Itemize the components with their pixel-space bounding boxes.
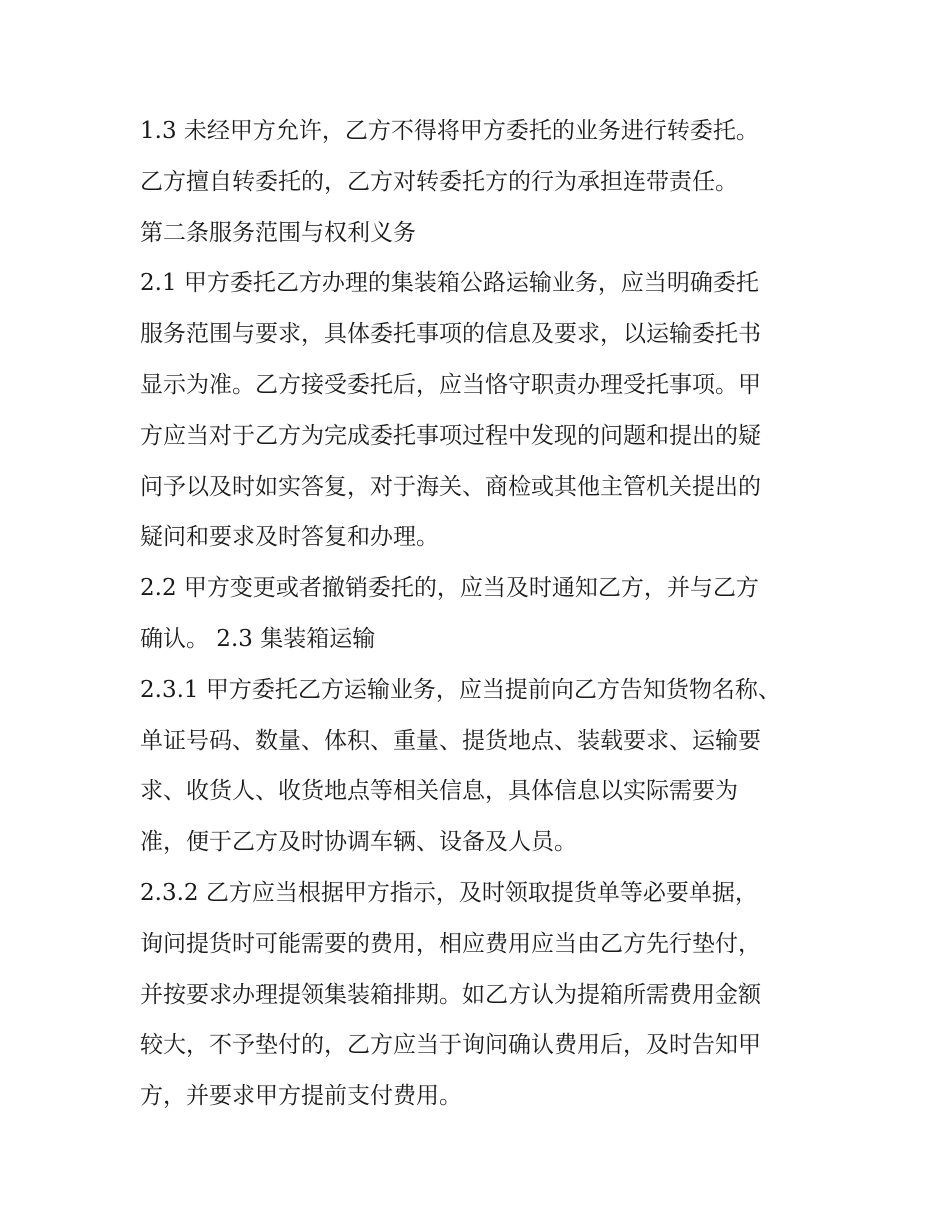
text-line: 疑问和要求及时答复和办理。 xyxy=(140,524,439,551)
text-line: 显示为准。乙方接受委托后，应当恪守职责办理受托事项。甲 xyxy=(140,371,761,398)
text-line: 求、收货人、收货地点等相关信息，具体信息以实际需要为 xyxy=(140,778,738,805)
document-body xyxy=(140,106,820,1122)
text-line: 1.3 未经甲方允许，乙方不得将甲方委托的业务进行转委托。 xyxy=(140,118,759,144)
text-line: 问予以及时如实答复，对于海关、商检或其他主管机关提出的 xyxy=(140,473,761,500)
text-line: 单证号码、数量、体积、重量、提货地点、装载要求、运输要 xyxy=(140,727,761,754)
text-line: 准，便于乙方及时协调车辆、设备及人员。 xyxy=(140,829,577,856)
text-line: 较大，不予垫付的，乙方应当于询问确认费用后，及时告知甲 xyxy=(140,1032,761,1059)
section-heading: 第二条服务范围与权利义务 xyxy=(140,219,416,246)
text-line: 2.2 甲方变更或者撤销委托的，应当及时通知乙方，并与乙方 xyxy=(140,575,759,602)
text-line: 询问提货时可能需要的费用，相应费用应当由乙方先行垫付， xyxy=(140,930,761,957)
text-line: 方，并要求甲方提前支付费用。 xyxy=(140,1083,462,1110)
text-line: 乙方擅自转委托的，乙方对转委托方的行为承担连带责任。 xyxy=(140,168,738,195)
text-line: 服务范围与要求，具体委托事项的信息及要求，以运输委托书 xyxy=(140,321,761,348)
text-line: 方应当对于乙方为完成委托事项过程中发现的问题和提出的疑 xyxy=(140,422,761,449)
text-line: 2.1 甲方委托乙方办理的集装箱公路运输业务，应当明确委托 xyxy=(140,270,759,297)
text-line: 2.3.2 乙方应当根据甲方指示，及时领取提货单等必要单据， xyxy=(140,879,758,906)
text-line: 2.3.1 甲方委托乙方运输业务，应当提前向乙方告知货物名称、 xyxy=(140,676,781,703)
text-line: 确认。 2.3 集装箱运输 xyxy=(140,625,376,652)
text-line: 并按要求办理提领集装箱排期。如乙方认为提箱所需费用金额 xyxy=(140,981,761,1008)
